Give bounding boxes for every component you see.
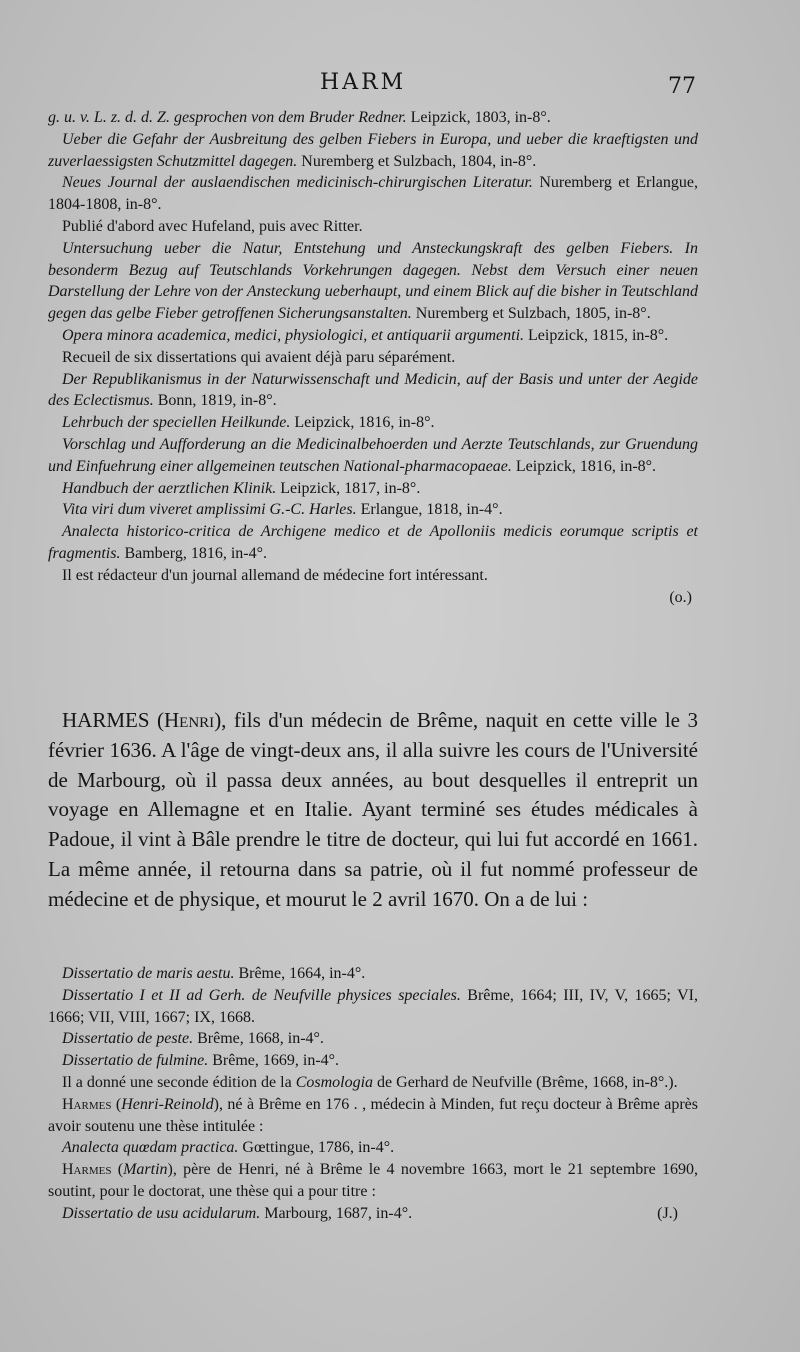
bibliography-entry: Untersuchung ueber die Natur, Entstehung und Ansteckungskraft des gelben Fiebers. In besonderm Bezug auf Teutschlands Vorkehrungen dagegen. Nebst dem Versuch einer neuen Darstellung der Lehre von der Ansteckung ueberhaupt, und einem Blick auf die bisher in Teutschland gegen das gelbe Fieber getroffenen Sicherungsanstalten. Nuremberg et Sulzbach, 1805, in-8°.	[48, 239, 698, 323]
bibliography-entry: Opera minora academica, medici, physiologici, et antiquarii argumenti. Leipzick, 1815, in-8°.	[62, 326, 669, 344]
work-entry: Dissertatio I et II ad Gerh. de Neufville physices speciales. Brême, 1664; III, IV, V, 1665; VI, 1666; VII, VIII, 1667; IX, 1668.	[48, 986, 699, 1026]
bibliography-entry: Neues Journal der auslaendischen medicinisch-chirurgischen Literatur. Nuremberg et Erlangue, 1804-1808, in-8°.	[48, 174, 698, 214]
bibliography-entry: Vita viri dum viveret amplissimi G.-C. Harles. Erlangue, 1818, in-4°.	[62, 501, 503, 519]
bibliography-note: Publié d'abord avec Hufeland, puis avec Ritter.	[62, 217, 363, 235]
bibliography-entry: Handbuch der aerztlichen Klinik. Leipzick, 1817, in-8°.	[62, 479, 421, 497]
work-entry: Dissertatio de usu acidularum. Marbourg, 1687, in-4°. (J.)	[48, 1203, 698, 1225]
main-biography	[48, 706, 698, 915]
page-number: 77	[668, 74, 696, 99]
edition-note: Il a donné une seconde édition de la Cosmologia de Gerhard de Neufville (Brême, 1668, in-8°.).	[62, 1073, 678, 1091]
entry-name: HARMES	[62, 708, 150, 732]
related-entry-martin: Harmes (Martin), père de Henri, né à Brême le 4 novembre 1663, mort le 21 septembre 1690, soutint, pour le doctorat, une thèse qui a pour titre :	[48, 1161, 699, 1200]
bibliography-entry: Vorschlag und Aufforderung an die Medicinalbehoerden und Aerzte Teutschlands, zur Gruendung und Einfuehrung einer allgemeinen teutschen National-pharmacopaeae. Leipzick, 1816, in-8°.	[48, 435, 698, 475]
bibliography-note: Il est rédacteur d'un journal allemand de médecine fort intéressant.	[62, 566, 488, 584]
author-signature: (o.)	[669, 588, 692, 606]
author-signature: (J.)	[657, 1204, 678, 1222]
works-list	[48, 963, 698, 1225]
bibliography-entry: Lehrbuch der speciellen Heilkunde. Leipzick, 1816, in-8°.	[62, 414, 435, 432]
work-entry: Dissertatio de fulmine. Brême, 1669, in-4°.	[62, 1052, 340, 1070]
running-head: HARM	[320, 70, 407, 95]
entry-given-name: Henri	[164, 708, 215, 732]
work-entry: Dissertatio de maris aestu. Brême, 1664, in-4°.	[62, 965, 366, 982]
related-entry-henri-reinold: Harmes (Henri-Reinold), né à Brême en 176 . , médecin à Minden, fut reçu docteur à Brême après avoir soutenu une thèse intitulée :	[48, 1095, 699, 1135]
biography-paragraph: HARMES (Henri), fils d'un médecin de Brême, naquit en cette ville le 3 février 1636. A l'âge de vingt-deux ans, il alla suivre les cours de l'Université de Marbourg, où il passa deux années, au bout desquelles il entreprit un voyage en Allemagne et en Italie. Ayant terminé ses études médicales à Padoue, il vint à Bâle prendre le titre de docteur, qui lui fut accordé en 1661. La même année, il retourna dans sa patrie, où il fut nommé professeur de médecine et de physique, et mourut le 2 avril 1670. On a de lui :	[48, 708, 698, 911]
bibliography-entry: Analecta historico-critica de Archigene medico et de Apolloniis medicis eorumque scriptis et fragmentis. Bamberg, 1816, in-4°.	[48, 523, 698, 562]
bibliography-entry: g. u. v. L. z. d. d. Z. gesprochen von dem Bruder Redner. Leipzick, 1803, in-8°.	[48, 109, 551, 126]
work-entry: Analecta quœdam practica. Gœttingue, 1786, in-4°.	[62, 1139, 395, 1157]
page-header	[0, 70, 800, 110]
bibliography-continued	[48, 107, 698, 608]
bibliography-entry: Der Republikanismus in der Naturwissenschaft und Medicin, auf der Basis und unter der Aegide des Eclectismus. Bonn, 1819, in-8°.	[48, 370, 698, 410]
bibliography-note: Recueil de six dissertations qui avaient déjà paru séparément.	[62, 348, 456, 366]
work-entry: Dissertatio de peste. Brême, 1668, in-4°.	[62, 1030, 324, 1048]
bibliography-entry: Ueber die Gefahr der Ausbreitung des gelben Fiebers in Europa, und ueber die kraeftigsten und zuverlaessigsten Schutzmittel dagegen. Nuremberg et Sulzbach, 1804, in-8°.	[48, 130, 698, 170]
